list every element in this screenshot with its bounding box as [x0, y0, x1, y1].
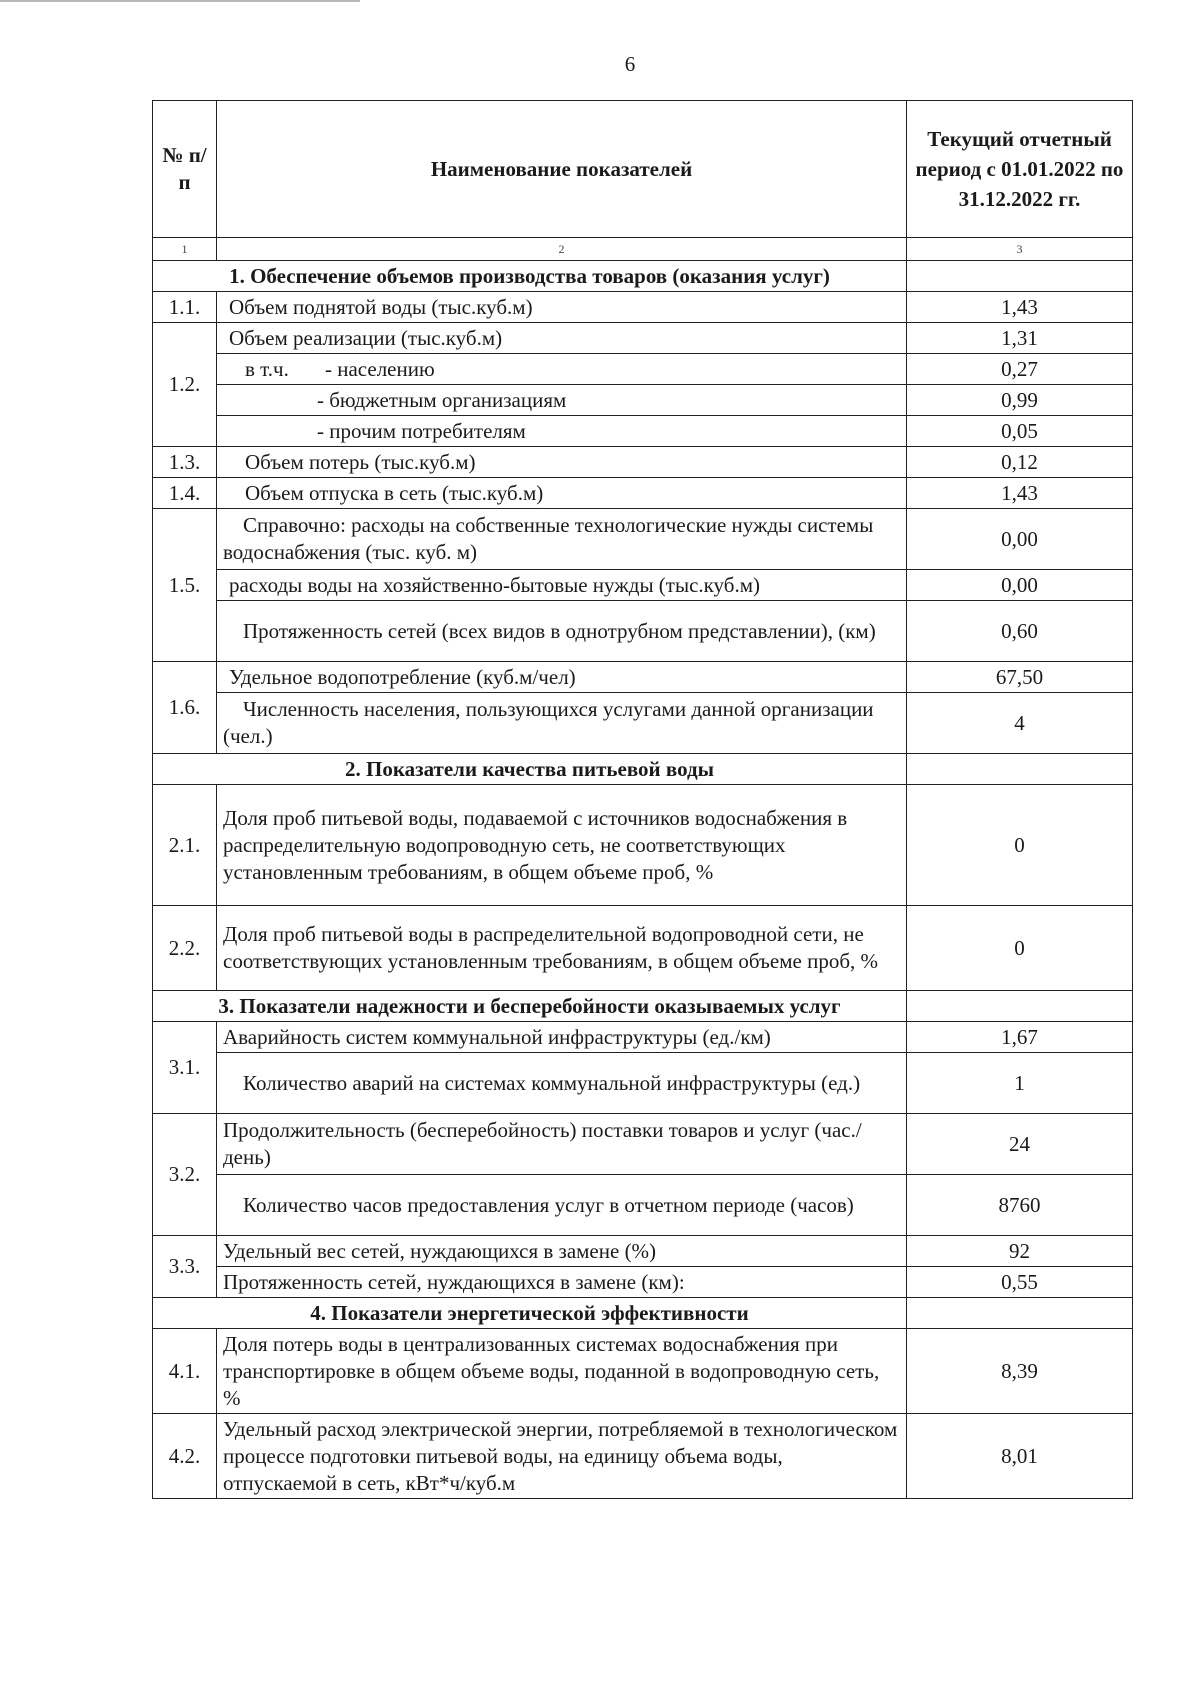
row-name: Протяженность сетей, нуждающихся в замене (км):	[217, 1267, 907, 1298]
section-row	[153, 991, 1133, 1022]
row-value: 1	[907, 1053, 1133, 1114]
row-number: 1.3.	[153, 447, 217, 478]
row-value: 1,43	[907, 292, 1133, 323]
row-name: Протяженность сетей (всех видов в однотрубном представлении), (км)	[217, 601, 907, 662]
row-name: Доля проб питьевой воды, подаваемой с источников водоснабжения в распределительную водопроводную сеть, не соответствующих установленным требованиям, в общем объеме проб, %	[217, 785, 907, 906]
row-name	[217, 354, 907, 385]
table-row	[153, 693, 1133, 754]
table-row	[153, 509, 1133, 570]
row-value: 0,05	[907, 416, 1133, 447]
row-name: Объем поднятой воды (тыс.куб.м)	[217, 292, 907, 323]
row-name: Удельный вес сетей, нуждающихся в замене (%)	[217, 1236, 907, 1267]
row-number: 1.1.	[153, 292, 217, 323]
page-number: 6	[624, 52, 636, 76]
row-prefix: в т.ч.	[245, 356, 289, 381]
row-value: 1,67	[907, 1022, 1133, 1053]
table-row	[153, 416, 1133, 447]
column-index-row	[153, 238, 1133, 261]
row-value: 0,60	[907, 601, 1133, 662]
section-value-empty	[907, 261, 1133, 292]
section-value-empty	[907, 754, 1133, 785]
section-value-empty	[907, 991, 1133, 1022]
row-number: 1.5.	[153, 509, 217, 662]
row-name: Продолжительность (бесперебойность) поставки товаров и услуг (час./день)	[217, 1114, 907, 1175]
column-index: 3	[907, 238, 1133, 261]
table-row	[153, 662, 1133, 693]
row-number: 3.2.	[153, 1114, 217, 1236]
section-title: 2. Показатели качества питьевой воды	[153, 754, 907, 785]
table-row	[153, 1267, 1133, 1298]
section-row	[153, 754, 1133, 785]
row-value: 1,43	[907, 478, 1133, 509]
row-value: 67,50	[907, 662, 1133, 693]
header-num: № п/п	[153, 101, 217, 238]
table-row	[153, 785, 1133, 906]
row-name: Доля потерь воды в централизованных системах водоснабжения при транспортировке в общем объеме воды, поданной в водопроводную сеть, %	[217, 1329, 907, 1414]
section-value-empty	[907, 1298, 1133, 1329]
row-name: Удельное водопотребление (куб.м/чел)	[217, 662, 907, 693]
row-number: 2.1.	[153, 785, 217, 906]
row-value: 0	[907, 785, 1133, 906]
table-row	[153, 1053, 1133, 1114]
row-value: 0,27	[907, 354, 1133, 385]
row-number: 2.2.	[153, 906, 217, 991]
row-number: 1.4.	[153, 478, 217, 509]
row-name: Количество аварий на системах коммунальной инфраструктуры (ед.)	[217, 1053, 907, 1114]
row-value: 0,99	[907, 385, 1133, 416]
row-name: расходы воды на хозяйственно-бытовые нужды (тыс.куб.м)	[217, 570, 907, 601]
table-row	[153, 1175, 1133, 1236]
section-title: 1. Обеспечение объемов производства товаров (оказания услуг)	[153, 261, 907, 292]
table-row	[153, 447, 1133, 478]
row-value: 8,01	[907, 1414, 1133, 1499]
table-row	[153, 570, 1133, 601]
table-row	[153, 385, 1133, 416]
header-value: Текущий отчетный период с 01.01.2022 по 31.12.2022 гг.	[907, 101, 1133, 238]
row-number: 1.6.	[153, 662, 217, 754]
scan-edge-mark	[0, 0, 360, 2]
row-number: 4.2.	[153, 1414, 217, 1499]
table-row	[153, 1329, 1133, 1414]
row-number: 3.3.	[153, 1236, 217, 1298]
row-value: 4	[907, 693, 1133, 754]
row-name: Количество часов предоставления услуг в отчетном периоде (часов)	[217, 1175, 907, 1236]
row-value: 8760	[907, 1175, 1133, 1236]
table-row	[153, 1236, 1133, 1267]
row-name-text: - населению	[325, 356, 435, 381]
row-value: 0	[907, 906, 1133, 991]
table-row	[153, 601, 1133, 662]
section-row	[153, 261, 1133, 292]
row-number: 3.1.	[153, 1022, 217, 1114]
section-row	[153, 1298, 1133, 1329]
row-value: 24	[907, 1114, 1133, 1175]
row-name: Аварийность систем коммунальной инфраструктуры (ед./км)	[217, 1022, 907, 1053]
row-value: 0,12	[907, 447, 1133, 478]
indicators-table	[152, 100, 1133, 1499]
row-value: 1,31	[907, 323, 1133, 354]
row-number: 1.2.	[153, 323, 217, 447]
row-name: Справочно: расходы на собственные технологические нужды системы водоснабжения (тыс. куб. м)	[217, 509, 907, 570]
header-row	[153, 101, 1133, 238]
row-value: 0,55	[907, 1267, 1133, 1298]
header-name: Наименование показателей	[217, 101, 907, 238]
column-index: 1	[153, 238, 217, 261]
row-name: - бюджетным организациям	[217, 385, 907, 416]
row-name: - прочим потребителям	[217, 416, 907, 447]
table-row	[153, 1022, 1133, 1053]
row-name: Численность населения, пользующихся услугами данной организации (чел.)	[217, 693, 907, 754]
section-title: 3. Показатели надежности и бесперебойности оказываемых услуг	[153, 991, 907, 1022]
row-value: 0,00	[907, 509, 1133, 570]
table-row	[153, 1114, 1133, 1175]
column-index: 2	[217, 238, 907, 261]
row-name: Удельный расход электрической энергии, потребляемой в технологическом процессе подготовки питьевой воды, на единицу объема воды, отпускаемой в сеть, кВт*ч/куб.м	[217, 1414, 907, 1499]
table-row	[153, 323, 1133, 354]
row-name: Объем потерь (тыс.куб.м)	[217, 447, 907, 478]
section-title: 4. Показатели энергетической эффективности	[153, 1298, 907, 1329]
row-value: 92	[907, 1236, 1133, 1267]
table-row	[153, 292, 1133, 323]
row-name: Объем реализации (тыс.куб.м)	[217, 323, 907, 354]
row-name: Объем отпуска в сеть (тыс.куб.м)	[217, 478, 907, 509]
row-name: Доля проб питьевой воды в распределительной водопроводной сети, не соответствующих установленным требованиям, в общем объеме проб, %	[217, 906, 907, 991]
table-row	[153, 478, 1133, 509]
row-number: 4.1.	[153, 1329, 217, 1414]
row-value: 0,00	[907, 570, 1133, 601]
table-row	[153, 354, 1133, 385]
table-row	[153, 1414, 1133, 1499]
table-row	[153, 906, 1133, 991]
row-value: 8,39	[907, 1329, 1133, 1414]
